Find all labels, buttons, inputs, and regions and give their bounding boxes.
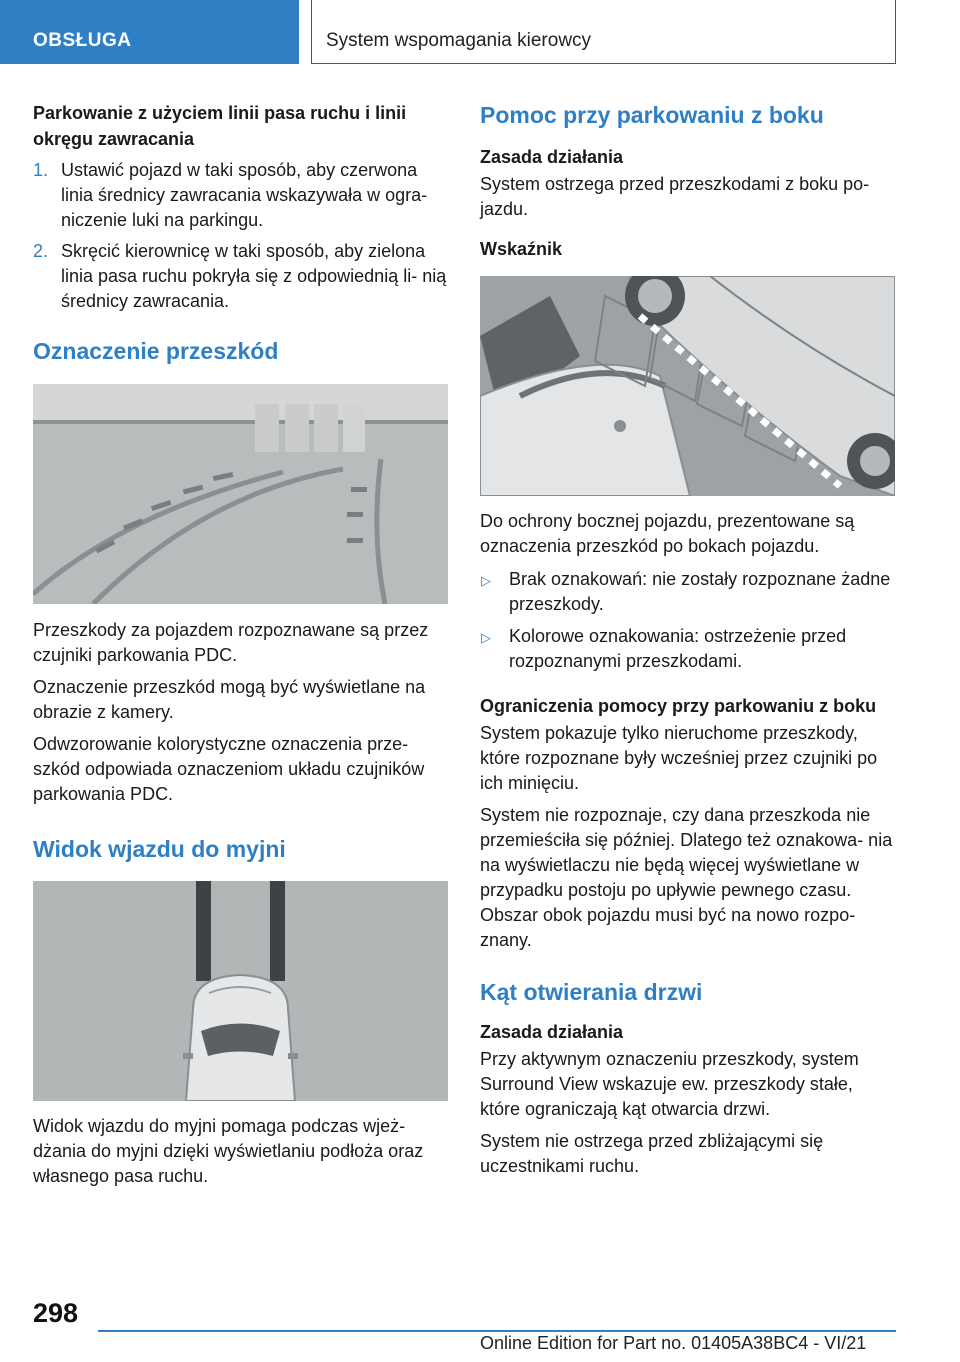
subheading-limitations: Ograniczenia pomocy przy parkowaniu z boku [480,696,877,716]
footer-divider [98,1330,896,1332]
paragraph: System nie rozpoznaje, czy dana przeszkoda nie przemieściła się później. Dlatego też oznakowa‐ nia na wyświetlaczu nie będą więcej wyświetlane w przypadku postoju po upływie pewnego czasu. Obszar obok pojazdu musi być na nowo rozpo‐ znany. [480,805,893,950]
triangle-bullet-icon: ▷ [481,630,491,645]
bullet-text: Kolorowe oznakowania: ostrzeżenie przed rozpoznanymi przeszkodami. [509,626,847,671]
subheading-principle: Zasada działania [480,1022,624,1042]
paragraph: System ostrzega przed przeszkodami z boku po‐ jazdu. [480,174,870,219]
left-column [33,100,448,1189]
obstacle-marking-image [33,384,448,604]
heading-obstacle-marking: Oznaczenie przeszkód [33,338,279,364]
section-tab: OBSŁUGA [0,0,299,64]
chapter-title: System wspomagania kierowcy [311,0,896,64]
paragraph: Przy aktywnym oznaczeniu przeszkody, system Surround View wskazuje ew. przeszkody stałe, które ograniczają kąt otwarcia drzwi. [480,1049,859,1119]
list-item [33,158,448,233]
right-column [480,100,895,1179]
list-item [33,239,448,314]
steps-list [33,158,448,314]
side-parking-image [480,276,895,496]
heading-side-parking-assist: Pomoc przy parkowaniu z boku [480,102,824,128]
paragraph: Widok wjazdu do myjni pomaga podczas wjeż‐ dżania do myjni dzięki wyświetlaniu podłoża oraz własnego pasa ruchu. [33,1116,424,1186]
paragraph: Odwzorowanie kolorystyczne oznaczenia prze‐ szkód odpowiada oznaczeniom układu czujników parkowania PDC. [33,734,425,804]
subheading-indicator: Wskaźnik [480,239,563,259]
paragraph: Do ochrony bocznej pojazdu, prezentowane są oznaczenia przeszkód po bokach pojazdu. [480,511,855,556]
paragraph: Oznaczenie przeszkód mogą być wyświetlane na obrazie z kamery. [33,677,426,722]
step-number: 1. [33,160,49,180]
triangle-bullet-icon: ▷ [481,573,491,588]
carwash-view-image [33,881,448,1101]
step-number: 2. [33,241,49,261]
bullet-text: Brak oznakowań: nie zostały rozpoznane żadne przeszkody. [509,569,891,614]
edition-footer: Online Edition for Part no. 01405A38BC4 - VI/21 [480,1333,867,1353]
heading-door-opening-angle: Kąt otwierania drzwi [480,979,703,1005]
subheading-lane-lines: Parkowanie z użyciem linii pasa ruchu i linii okręgu zawracania [33,103,407,149]
paragraph: System pokazuje tylko nieruchome przeszkody, które rozpoznane były wcześniej przez czujniki po ich minięciu. [480,723,878,793]
step-text: Ustawić pojazd w taki sposób, aby czerwona linia średnicy zawracania wskazywała w ogra‐ niczenie luki na parkingu. [61,160,428,230]
step-text: Skręcić kierownicę w taki sposób, aby zielona linia pasa ruchu pokryła się z odpowiednią li‐ nią średnicy zawracania. [61,241,447,311]
list-item [480,624,895,674]
list-item [480,567,895,617]
paragraph: System nie ostrzega przed zbliżającymi się uczestnikami ruchu. [480,1131,824,1176]
paragraph: Przeszkody za pojazdem rozpoznawane są przez czujniki parkowania PDC. [33,620,429,665]
subheading-principle: Zasada działania [480,147,624,167]
page-number: 298 [33,1298,79,1328]
heading-carwash-view: Widok wjazdu do myjni [33,836,286,862]
indicator-list [480,567,895,674]
